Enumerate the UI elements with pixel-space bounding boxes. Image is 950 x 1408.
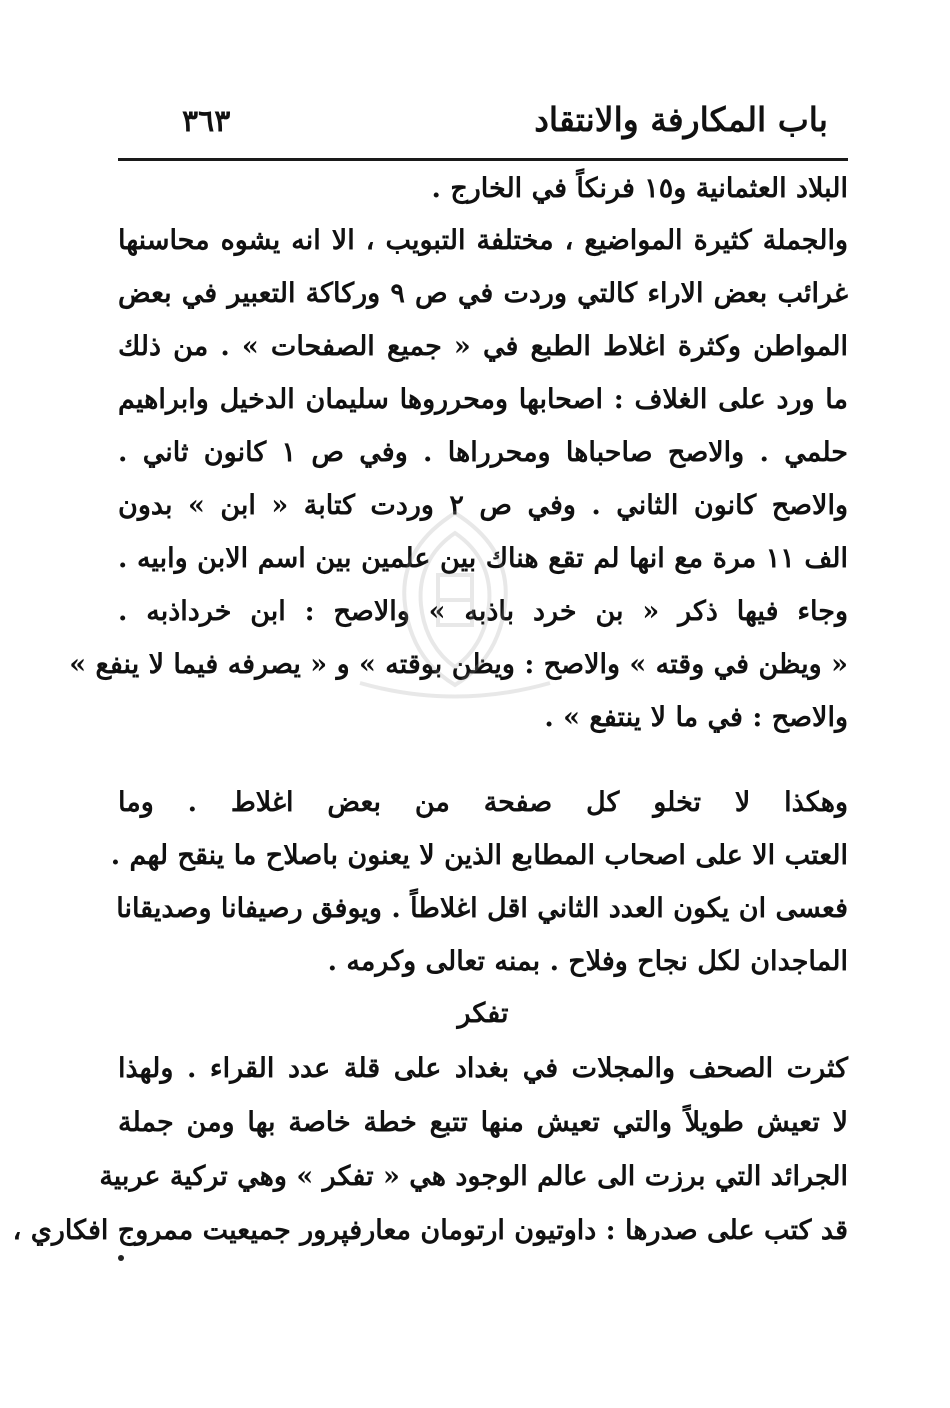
text-line: فعسى ان يكون العدد الثاني اقل اغلاطاً . ويوفق رصيفانا وصديقانا xyxy=(116,893,848,924)
paragraph-1 xyxy=(118,162,848,215)
library-seal-icon xyxy=(340,505,570,705)
text-line: قد كتب على صدرها : داوتيون ارتومان معارفپرور جميعيت ممروج افكاري ، xyxy=(12,1215,848,1246)
text-line: المواطن وكثرة اغلاط الطبع في « جميع الصفحات » . من ذلك xyxy=(118,331,848,362)
text-line: « ويظن في وقته » والاصح : ويظن بوقته » و « يصرفه فيما لا ينفع » xyxy=(69,649,848,680)
text-line: البلاد العثمانية و١٥ فرنكاً في الخارج . xyxy=(431,173,848,204)
text-line: الف ١١ مرة مع انها لم تقع هناك بين علمين بين اسم الابن وابيه . xyxy=(118,543,848,574)
text-line: حلمي . والاصح صاحباها ومحرراها . وفي ص ١ كانون ثاني . xyxy=(118,437,848,468)
text-line: لا تعيش طويلاً والتي تعيش منها تتبع خطة خاصة بها ومن جملة xyxy=(118,1107,848,1138)
header-title: باب المكارفة والانتقاد xyxy=(534,100,828,139)
section-heading: تفكر xyxy=(457,998,509,1029)
text-line: الماجدان لكل نجاح وفلاح . بمنه تعالى وكرمه . xyxy=(327,946,848,977)
text-line: وجاء فيها ذكر « بن خرد باذبه » والاصح : ابن خرداذبه . xyxy=(118,596,848,627)
page-number: ٣٦٣ xyxy=(182,104,231,139)
text-line: والاصح كانون الثاني . وفي ص ٢ وردت كتابة « ابن » بدون xyxy=(118,490,848,521)
scan-speck xyxy=(118,1255,124,1261)
running-header xyxy=(118,96,848,152)
text-line: ما ورد على الغلاف : اصحابها ومحرروها سليمان الدخيل وابراهيم xyxy=(118,384,848,415)
text-line: غرائب بعض الاراء كالتي وردت في ص ٩ وركاكة التعبير في بعض xyxy=(118,278,848,309)
text-line: والجملة كثيرة المواضيع ، مختلفة التبويب ، الا انه يشوه محاسنها xyxy=(118,225,848,256)
paragraph-3 xyxy=(110,776,848,988)
text-line: الجرائد التي برزت الى عالم الوجود هي « تفكر » وهي تركية عربية xyxy=(99,1161,848,1192)
text-line: العتب الا على اصحاب المطابع الذين لا يعنون باصلاح ما ينقح لهم . xyxy=(110,840,848,871)
header-rule xyxy=(118,158,848,161)
text-line: وهكذا لا تخلو كل صفحة من بعض اغلاط . وما xyxy=(118,787,848,818)
text-line: والاصح : في ما لا ينتفع » . xyxy=(544,702,848,733)
text-line: كثرت الصحف والمجلات في بغداد على قلة عدد القراء . ولهذا xyxy=(118,1053,848,1084)
paragraph-4 xyxy=(12,1042,848,1258)
